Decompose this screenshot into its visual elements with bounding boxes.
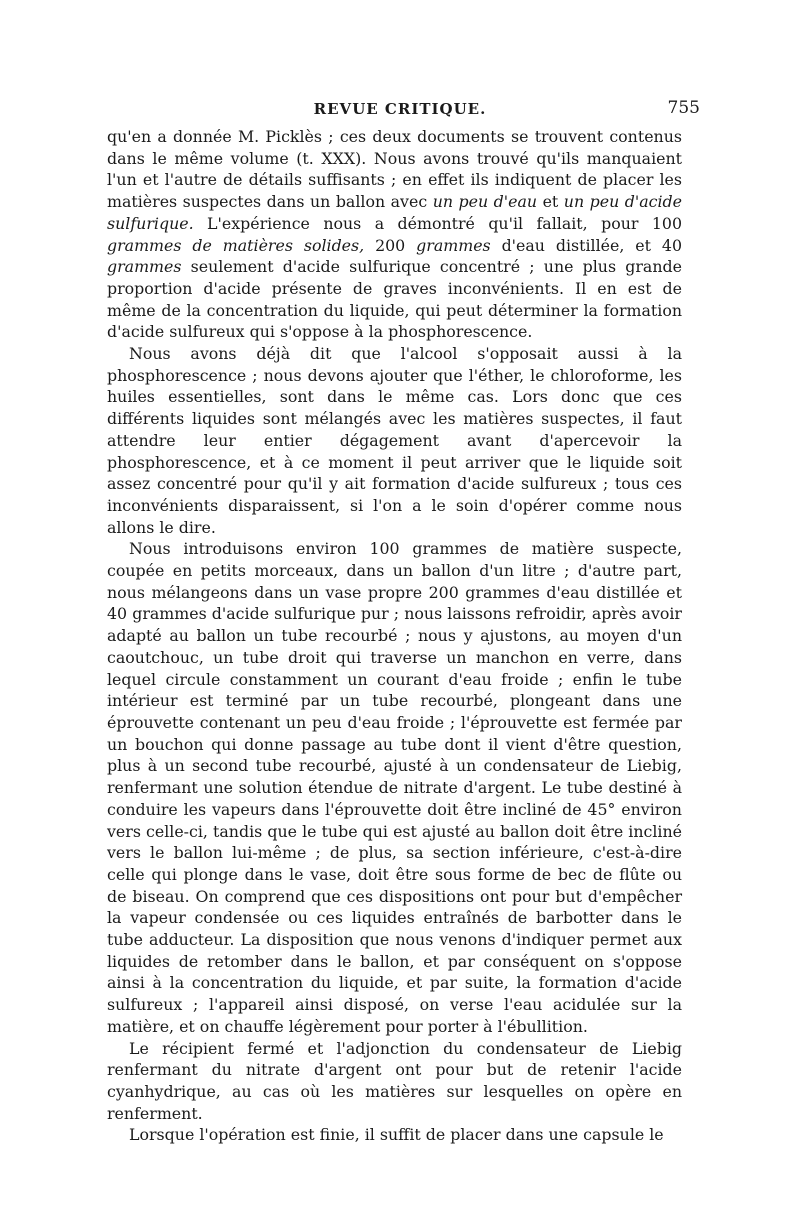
running-head [0,100,800,124]
italic-phrase: un peu d'acide sulfurique. [107,192,683,233]
italic-phrase: un peu d'eau [432,192,538,212]
italic-phrase: grammes [416,235,491,255]
text-run: Lorsque l'opération est finie, il suffit de placer dans une capsule le [129,1125,664,1145]
italic-phrase: grammes [107,257,182,277]
text-run: 200 [364,235,417,255]
text-run: seulement d'acide sulfurique concentré ; une plus grande proportion d'acide présente de graves inconvénients. Il en est de même de la concentration du liquide, qui peut déterminer la formation d'acide sulfureux qui s'oppose à la phosphorescence. [107,257,682,342]
running-title: REVUE CRITIQUE. [313,100,487,118]
italic-phrase: grammes de matières solides, [107,235,365,255]
text-run: Le récipient fermé et l'adjonction du condensateur de Liebig renfermant du nitrate d'argent ont pour but de retenir l'acide cyanhydrique, au cas où les matières sur lesquelles on opère en renferment. [107,1038,682,1123]
paragraph-5 [107,1124,682,1146]
text-run: qu'en a donnée M. Picklès ; ces deux documents se trouvent contenus dans le même volume (t. XXX). Nous avons trouvé qu'ils manquaient l'un et l'autre de détails suffisants ; en effet ils indiquent de placer les matières suspectes dans un ballon avec [107,127,682,212]
text-run: Nous introduisons environ 100 grammes de matière suspecte, coupée en petits morceaux, dans un ballon d'un litre ; d'autre part, nous mélangeons dans un vase propre 200 grammes d'eau distillée et 40 grammes d'acide sulfurique pur ; nous laissons refroidir, après avoir adapté au ballon un tube recourbé ; nous y ajustons, au moyen d'un caoutchouc, un tube droit qui traverse un manchon en verre, dans lequel circule constamment un courant d'eau froide ; enfin le tube intérieur est terminé par un tube recourbé, plongeant dans une éprouvette contenant un peu d'eau froide ; l'éprouvette est fermée par un bouchon qui donne passage au tube dont il vient d'être question, plus à un second tube recourbé, ajusté à un condensateur de Liebig, renfermant une solution étendue de nitrate d'argent. Le tube destiné à conduire les vapeurs dans l'éprouvette doit être incliné de 45° environ vers celle-ci, tandis que le tube qui est ajusté au ballon doit être incliné vers le ballon lui-même ; de plus, sa section inférieure, c'est-à-dire celle qui plonge dans le vase, doit être sous forme de bec de flûte ou de biseau. On comprend que ces dispositions ont pour but d'empêcher la vapeur condensée ou ces liquides entraînés de barbotter dans le tube adducteur. La disposition que nous venons d'indiquer permet aux liquides de retomber dans le ballon, et par conséquent on s'oppose ainsi à la concentration du liquide, et par suite, la formation d'acide sulfureux ; l'appareil ainsi disposé, on verse l'eau acidulée sur la matière, et on chauffe légèrement pour porter à l'ébullition. [107,539,682,1036]
page-number: 755 [667,98,700,118]
text-run: d'eau distillée, et 40 [490,235,682,255]
text-run: L'expérience nous a démontré qu'il fallait, pour 100 [193,213,682,233]
paragraph-1 [107,126,682,343]
paragraph-4 [107,1038,682,1125]
paragraph-3 [107,538,682,1037]
paragraph-2 [107,343,682,538]
text-run: et [537,192,564,212]
text-run: Nous avons déjà dit que l'alcool s'opposait aussi à la phosphorescence ; nous devons ajouter que l'éther, le chloroforme, les huiles essentielles, sont dans le même cas. Lors donc que ces différents liquides sont mélangés avec les matières suspectes, il faut attendre leur entier dégagement avant d'apercevoir la phosphorescence, et à ce moment il peut arriver que le liquide soit assez concentré pour qu'il y ait formation d'acide sulfureux ; tous ces inconvénients disparaissent, si l'on a le soin d'opérer comme nous allons le dire. [107,344,682,537]
body-text [107,126,682,1146]
